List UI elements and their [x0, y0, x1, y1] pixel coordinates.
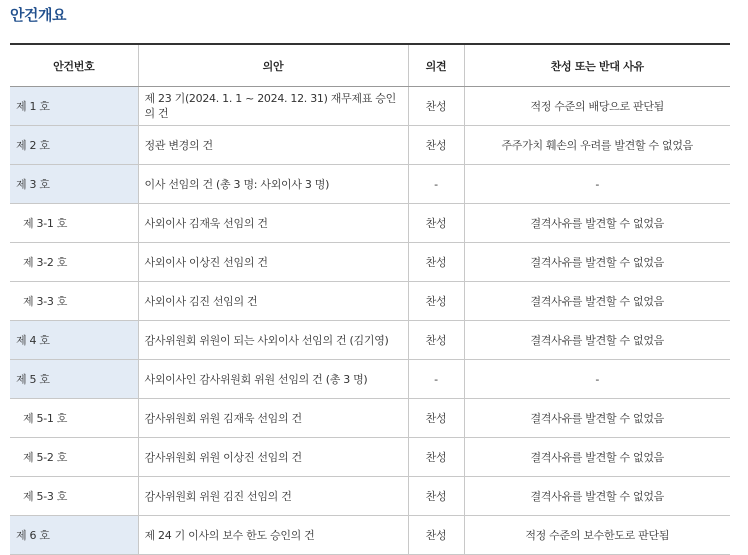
agenda-number-cell: 제 5-1 호 — [10, 399, 138, 438]
opinion-cell: 찬성 — [408, 399, 464, 438]
opinion-cell: 찬성 — [408, 477, 464, 516]
agenda-number-cell: 제 5-2 호 — [10, 438, 138, 477]
agenda-title-cell: 감사위원회 위원 김재욱 선임의 건 — [138, 399, 408, 438]
opinion-cell: - — [408, 360, 464, 399]
table-row — [10, 282, 730, 321]
agenda-title-cell: 정관 변경의 건 — [138, 126, 408, 165]
table-row — [10, 243, 730, 282]
agenda-title-cell: 이사 선임의 건 (총 3 명: 사외이사 3 명) — [138, 165, 408, 204]
table-row — [10, 87, 730, 126]
reason-cell: 결격사유를 발견할 수 없었음 — [464, 399, 730, 438]
header-opinion: 의견 — [408, 44, 464, 87]
opinion-cell: 찬성 — [408, 321, 464, 360]
table-row — [10, 126, 730, 165]
agenda-title-cell: 감사위원회 위원이 되는 사외이사 선임의 건 (김기영) — [138, 321, 408, 360]
header-agenda-number: 안건번호 — [10, 44, 138, 87]
opinion-cell: 찬성 — [408, 204, 464, 243]
agenda-number-cell: 제 3-1 호 — [10, 204, 138, 243]
agenda-number-cell: 제 4 호 — [10, 321, 138, 360]
reason-cell: 적정 수준의 보수한도로 판단됨 — [464, 516, 730, 555]
opinion-cell: 찬성 — [408, 243, 464, 282]
agenda-title-cell: 감사위원회 위원 김진 선임의 건 — [138, 477, 408, 516]
agenda-title-cell: 제 24 기 이사의 보수 한도 승인의 건 — [138, 516, 408, 555]
opinion-cell: 찬성 — [408, 87, 464, 126]
agenda-title-cell: 사외이사인 감사위원회 위원 선임의 건 (총 3 명) — [138, 360, 408, 399]
table-row — [10, 516, 730, 555]
agenda-number-cell: 제 6 호 — [10, 516, 138, 555]
agenda-number-cell: 제 1 호 — [10, 87, 138, 126]
agenda-table — [10, 43, 730, 555]
table-header-row — [10, 44, 730, 87]
agenda-number-cell: 제 2 호 — [10, 126, 138, 165]
agenda-number-cell: 제 5-3 호 — [10, 477, 138, 516]
agenda-number-cell: 제 3-2 호 — [10, 243, 138, 282]
reason-cell: 결격사유를 발견할 수 없었음 — [464, 243, 730, 282]
reason-cell: 적정 수준의 배당으로 판단됨 — [464, 87, 730, 126]
agenda-title-cell: 사외이사 김재욱 선임의 건 — [138, 204, 408, 243]
table-row — [10, 360, 730, 399]
opinion-cell: - — [408, 165, 464, 204]
reason-cell: 결격사유를 발견할 수 없었음 — [464, 477, 730, 516]
agenda-title-cell: 감사위원회 위원 이상진 선임의 건 — [138, 438, 408, 477]
opinion-cell: 찬성 — [408, 282, 464, 321]
opinion-cell: 찬성 — [408, 516, 464, 555]
reason-cell: 결격사유를 발견할 수 없었음 — [464, 282, 730, 321]
header-reason: 찬성 또는 반대 사유 — [464, 44, 730, 87]
agenda-title-cell: 사외이사 김진 선임의 건 — [138, 282, 408, 321]
reason-cell: 결격사유를 발견할 수 없었음 — [464, 204, 730, 243]
opinion-cell: 찬성 — [408, 126, 464, 165]
table-row — [10, 204, 730, 243]
table-row — [10, 438, 730, 477]
agenda-title-cell: 사외이사 이상진 선임의 건 — [138, 243, 408, 282]
reason-cell: - — [464, 165, 730, 204]
reason-cell: 결격사유를 발견할 수 없었음 — [464, 321, 730, 360]
agenda-title-cell: 제 23 기(2024. 1. 1 ~ 2024. 12. 31) 재무제표 승인의 건 — [138, 87, 408, 126]
reason-cell: 결격사유를 발견할 수 없었음 — [464, 438, 730, 477]
section-title: 안건개요 — [10, 6, 66, 24]
table-row — [10, 399, 730, 438]
opinion-cell: 찬성 — [408, 438, 464, 477]
table-row — [10, 321, 730, 360]
reason-cell: - — [464, 360, 730, 399]
reason-cell: 주주가치 훼손의 우려를 발견할 수 없었음 — [464, 126, 730, 165]
table-row — [10, 477, 730, 516]
agenda-number-cell: 제 5 호 — [10, 360, 138, 399]
table-row — [10, 165, 730, 204]
header-agenda: 의안 — [138, 44, 408, 87]
agenda-number-cell: 제 3-3 호 — [10, 282, 138, 321]
agenda-number-cell: 제 3 호 — [10, 165, 138, 204]
